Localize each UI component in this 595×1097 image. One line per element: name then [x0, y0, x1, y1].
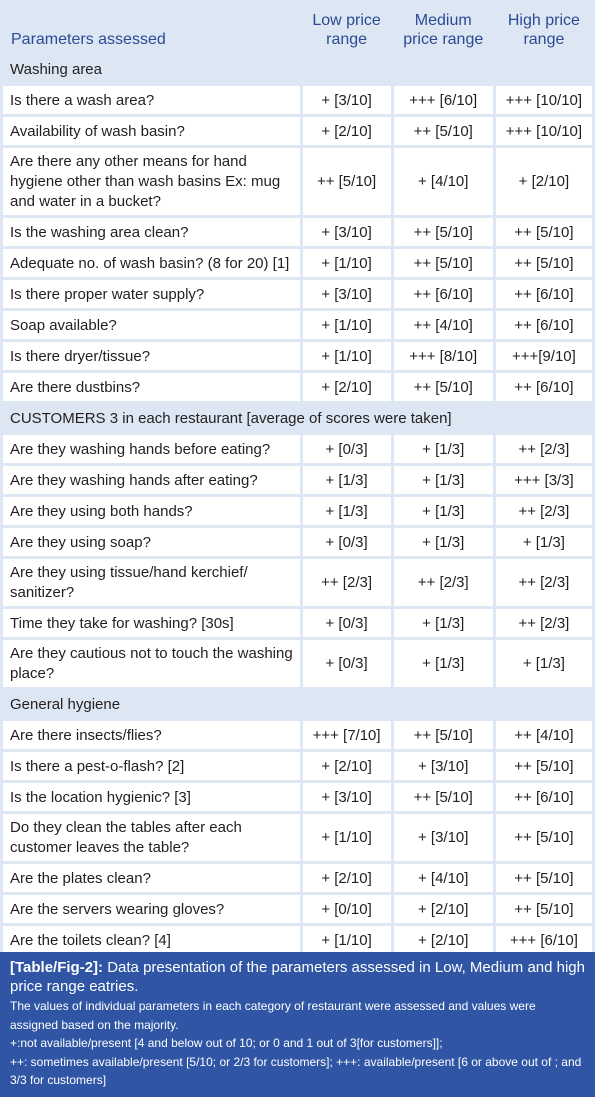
high-price-cell: + [2/10] — [496, 148, 592, 215]
table-row — [3, 280, 592, 308]
high-price-cell: +++ [10/10] — [496, 86, 592, 114]
high-price-cell: ++ [5/10] — [496, 864, 592, 892]
table-row — [3, 895, 592, 923]
table-row — [3, 814, 592, 861]
medium-price-cell: + [1/3] — [394, 497, 493, 525]
low-price-cell: + [2/10] — [303, 373, 391, 401]
caption-title — [10, 958, 585, 996]
caption-legend-single: +:not available/present [4 and below out of 10; or 0 and 1 out of 3[for customers]]; — [10, 1036, 443, 1050]
parameter-cell: Availability of wash basin? — [3, 117, 300, 145]
parameter-cell: Are there insects/flies? — [3, 721, 300, 749]
parameter-cell: Do they clean the tables after each customer leaves the table? — [3, 814, 300, 861]
medium-price-cell: +++ [6/10] — [394, 86, 493, 114]
medium-price-cell: + [3/10] — [394, 752, 493, 780]
low-price-cell: + [3/10] — [303, 783, 391, 811]
high-price-cell: + [1/3] — [496, 640, 592, 687]
high-price-cell: ++ [5/10] — [496, 249, 592, 277]
high-price-cell: + [1/3] — [496, 528, 592, 556]
section-label: CUSTOMERS 3 in each restaurant [average of scores were taken] — [3, 404, 592, 432]
low-price-cell: + [3/10] — [303, 280, 391, 308]
header-low-price: Low price range — [303, 3, 391, 52]
table-row — [3, 342, 592, 370]
table-row — [3, 559, 592, 606]
table-row — [3, 864, 592, 892]
high-price-cell: +++[9/10] — [496, 342, 592, 370]
medium-price-cell: +++ [8/10] — [394, 342, 493, 370]
table-row — [3, 466, 592, 494]
low-price-cell: + [0/3] — [303, 640, 391, 687]
table-row — [3, 497, 592, 525]
header-high-price: High price range — [496, 3, 592, 52]
medium-price-cell: + [2/10] — [394, 895, 493, 923]
high-price-cell: ++ [5/10] — [496, 752, 592, 780]
low-price-cell: ++ [2/3] — [303, 559, 391, 606]
section-row — [3, 690, 592, 718]
table-row — [3, 86, 592, 114]
high-price-cell: ++ [2/3] — [496, 435, 592, 463]
parameter-cell: Are the toilets clean? [4] — [3, 926, 300, 954]
medium-price-cell: ++ [2/3] — [394, 559, 493, 606]
parameter-cell: Are there any other means for hand hygiene other than wash basins Ex: mug and water in a bucket? — [3, 148, 300, 215]
header-medium-price: Medium price range — [394, 3, 493, 52]
parameter-cell: Is the location hygienic? [3] — [3, 783, 300, 811]
low-price-cell: + [3/10] — [303, 86, 391, 114]
caption-legend-double-triple: ++: sometimes available/present [5/10; or 2/3 for customers]; +++: available/present [6 or above out of ; and 3/3 for customers] — [10, 1054, 582, 1087]
low-price-cell: + [1/3] — [303, 466, 391, 494]
high-price-cell: +++ [6/10] — [496, 926, 592, 954]
medium-price-cell: + [4/10] — [394, 148, 493, 215]
section-row — [3, 55, 592, 83]
caption-note: The values of individual parameters in each category of restaurant were assessed and values were assigned based on the majority. — [10, 999, 536, 1032]
parameter-cell: Is there a wash area? — [3, 86, 300, 114]
high-price-cell: ++ [6/10] — [496, 311, 592, 339]
table-row — [3, 311, 592, 339]
table-row — [3, 752, 592, 780]
parameter-cell: Are they using tissue/hand kerchief/ sanitizer? — [3, 559, 300, 606]
low-price-cell: + [1/10] — [303, 311, 391, 339]
parameter-cell: Are they using soap? — [3, 528, 300, 556]
table-row — [3, 640, 592, 687]
low-price-cell: + [1/10] — [303, 249, 391, 277]
parameter-cell: Are the servers wearing gloves? — [3, 895, 300, 923]
high-price-cell: ++ [5/10] — [496, 218, 592, 246]
table-row — [3, 721, 592, 749]
section-label: Washing area — [3, 55, 592, 83]
high-price-cell: ++ [4/10] — [496, 721, 592, 749]
table-caption — [0, 952, 595, 1097]
parameter-cell: Is there dryer/tissue? — [3, 342, 300, 370]
medium-price-cell: ++ [4/10] — [394, 311, 493, 339]
medium-price-cell: + [3/10] — [394, 814, 493, 861]
parameter-cell: Is the washing area clean? — [3, 218, 300, 246]
medium-price-cell: ++ [6/10] — [394, 280, 493, 308]
medium-price-cell: ++ [5/10] — [394, 721, 493, 749]
table-row — [3, 528, 592, 556]
high-price-cell: ++ [2/3] — [496, 609, 592, 637]
high-price-cell: ++ [5/10] — [496, 895, 592, 923]
low-price-cell: + [0/10] — [303, 895, 391, 923]
medium-price-cell: + [1/3] — [394, 466, 493, 494]
medium-price-cell: ++ [5/10] — [394, 373, 493, 401]
header-parameters: Parameters assessed — [3, 3, 300, 52]
high-price-cell: +++ [3/3] — [496, 466, 592, 494]
low-price-cell: + [2/10] — [303, 864, 391, 892]
medium-price-cell: + [4/10] — [394, 864, 493, 892]
parameter-cell: Is there proper water supply? — [3, 280, 300, 308]
parameter-cell: Is there a pest-o-flash? [2] — [3, 752, 300, 780]
caption-title-text: Data presentation of the parameters assessed in Low, Medium and high price range eatries. — [10, 959, 585, 995]
medium-price-cell: ++ [5/10] — [394, 218, 493, 246]
low-price-cell: + [1/10] — [303, 342, 391, 370]
medium-price-cell: + [2/10] — [394, 926, 493, 954]
low-price-cell: + [0/3] — [303, 609, 391, 637]
parameter-cell: Are they washing hands before eating? — [3, 435, 300, 463]
table-row — [3, 783, 592, 811]
table-row — [3, 373, 592, 401]
low-price-cell: ++ [5/10] — [303, 148, 391, 215]
medium-price-cell: ++ [5/10] — [394, 249, 493, 277]
low-price-cell: +++ [7/10] — [303, 721, 391, 749]
high-price-cell: ++ [5/10] — [496, 814, 592, 861]
high-price-cell: ++ [6/10] — [496, 373, 592, 401]
low-price-cell: + [2/10] — [303, 117, 391, 145]
medium-price-cell: ++ [5/10] — [394, 783, 493, 811]
parameter-cell: Are they cautious not to touch the washing place? — [3, 640, 300, 687]
table-row — [3, 435, 592, 463]
table-row — [3, 218, 592, 246]
parameter-cell: Adequate no. of wash basin? (8 for 20) [1] — [3, 249, 300, 277]
table-row — [3, 117, 592, 145]
high-price-cell: ++ [2/3] — [496, 559, 592, 606]
low-price-cell: + [1/10] — [303, 814, 391, 861]
table-row — [3, 249, 592, 277]
table-row — [3, 609, 592, 637]
parameter-cell: Are they using both hands? — [3, 497, 300, 525]
medium-price-cell: + [1/3] — [394, 528, 493, 556]
high-price-cell: ++ [6/10] — [496, 783, 592, 811]
parameter-cell: Time they take for washing? [30s] — [3, 609, 300, 637]
medium-price-cell: + [1/3] — [394, 435, 493, 463]
low-price-cell: + [1/10] — [303, 926, 391, 954]
parameter-cell: Soap available? — [3, 311, 300, 339]
medium-price-cell: + [1/3] — [394, 640, 493, 687]
low-price-cell: + [3/10] — [303, 218, 391, 246]
high-price-cell: +++ [10/10] — [496, 117, 592, 145]
section-row — [3, 404, 592, 432]
parameter-cell: Are they washing hands after eating? — [3, 466, 300, 494]
table-row — [3, 148, 592, 215]
medium-price-cell: + [1/3] — [394, 609, 493, 637]
caption-label: [Table/Fig-2]: — [10, 959, 104, 976]
low-price-cell: + [1/3] — [303, 497, 391, 525]
table-body — [3, 55, 592, 954]
section-label: General hygiene — [3, 690, 592, 718]
table-row — [3, 926, 592, 954]
low-price-cell: + [2/10] — [303, 752, 391, 780]
low-price-cell: + [0/3] — [303, 528, 391, 556]
parameter-cell: Are the plates clean? — [3, 864, 300, 892]
medium-price-cell: ++ [5/10] — [394, 117, 493, 145]
table-header-row — [3, 3, 592, 52]
parameter-cell: Are there dustbins? — [3, 373, 300, 401]
high-price-cell: ++ [2/3] — [496, 497, 592, 525]
low-price-cell: + [0/3] — [303, 435, 391, 463]
high-price-cell: ++ [6/10] — [496, 280, 592, 308]
